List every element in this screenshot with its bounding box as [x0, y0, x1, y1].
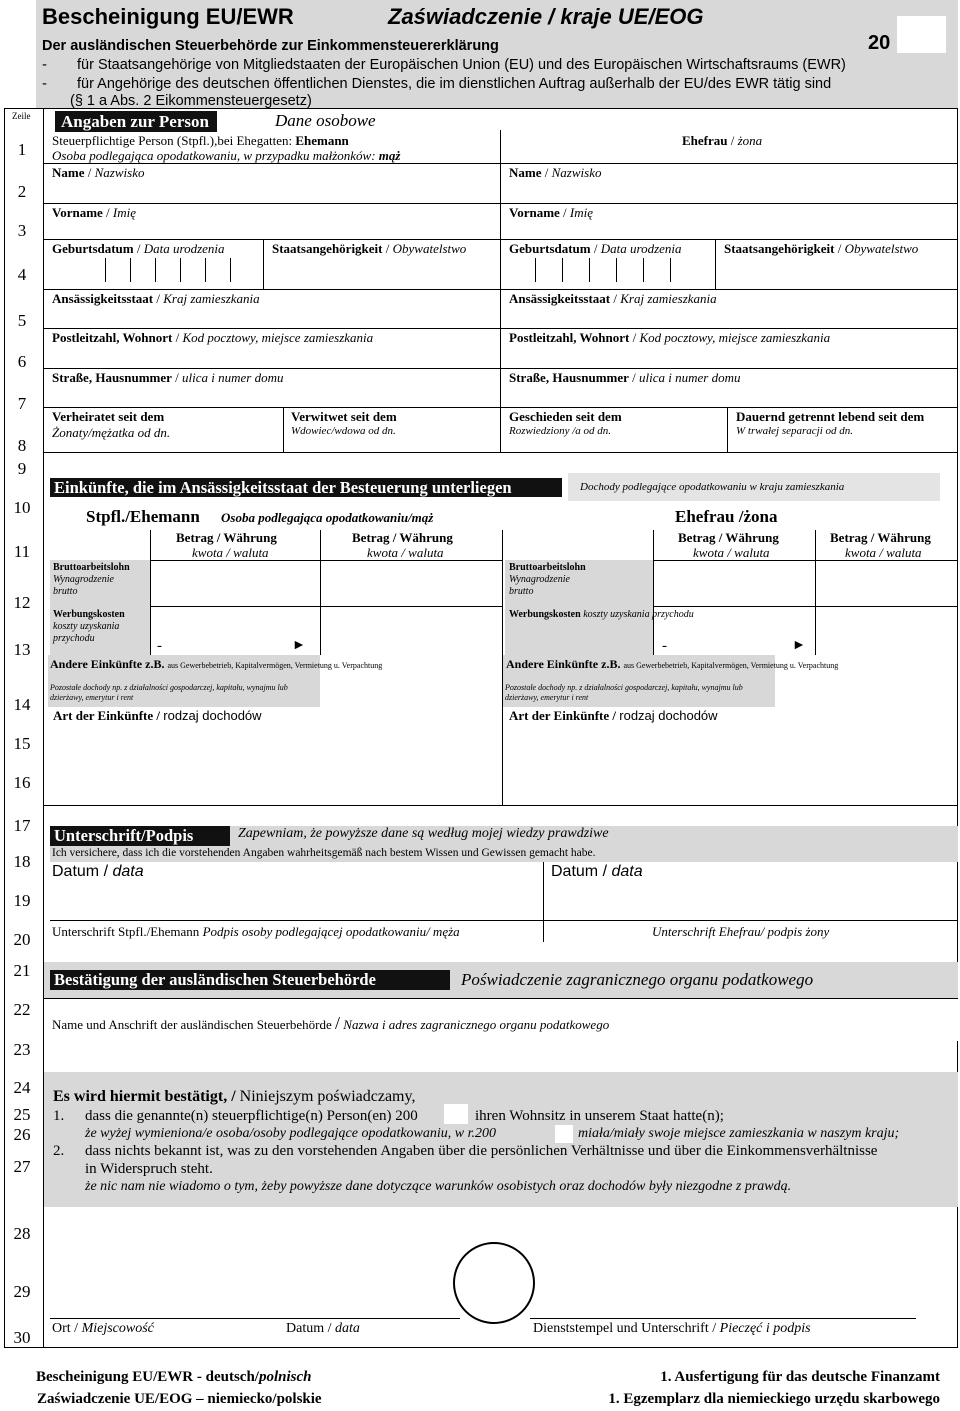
item1-no: 1. — [53, 1108, 65, 1124]
column-divider — [502, 530, 503, 805]
row-line — [44, 163, 958, 164]
row-number: 9 — [17, 459, 27, 478]
sig-stpfl-label: Unterschrift Stpfl./Ehemann Podpis osoby podlegającej opodatkowaniu/ męża — [52, 924, 460, 939]
row-number: 27 — [13, 1157, 31, 1176]
row-number: 7 — [17, 394, 27, 413]
year-field-1[interactable] — [444, 1104, 468, 1124]
getrennt-label-pl: W trwałej separacji od dn. — [736, 425, 854, 437]
signature-divider — [543, 862, 544, 942]
andere-label-wife: Andere Einkünfte z.B. aus Gewerbebetrieb, Kapitalvermögen, Vermietung u. Verpachtung — [506, 657, 839, 671]
year-field-2[interactable] — [555, 1125, 573, 1143]
title-de: Bescheinigung EU/EWR — [42, 4, 294, 29]
row-number: 19 — [13, 891, 31, 910]
row-line — [44, 289, 958, 290]
ansaessig-label-husband: Ansässigkeitsstaat / Kraj zamieszkania — [52, 291, 260, 306]
row-number: 12 — [13, 593, 31, 612]
column-divider — [500, 130, 501, 452]
year-prefix: 20 — [868, 32, 891, 54]
row-number: 15 — [13, 734, 31, 753]
item1-de-b: ihren Wohnsitz in unserem Staat hatte(n); — [475, 1108, 724, 1124]
section-person-title — [55, 111, 217, 132]
taxpayer-label: Steuerpflichtige Person (Stpfl.),bei Ehegatten: Ehemann — [52, 133, 349, 148]
verheiratet-label: Verheiratet seit dem — [52, 409, 165, 424]
geschieden-label: Geschieden seit dem — [509, 409, 622, 424]
geburtsdatum-label-wife: Geburtsdatum / Data urodzenia — [509, 241, 682, 256]
getrennt-label: Dauernd getrennt lebend seit dem — [736, 409, 925, 424]
item1-pl-a: że wyżej wymieniona/e osoba/osoby podlegające opodatkowaniu, w r.200 — [85, 1126, 497, 1141]
row-number: 3 — [17, 221, 27, 240]
arrow-wife: ► — [792, 638, 806, 653]
stamp-circle[interactable] — [453, 1242, 535, 1324]
row-number: 18 — [13, 852, 31, 871]
betrag-header-4: Betrag / Währung — [830, 530, 931, 545]
bullet-2: für Angehörige des deutschen öffentlichen Dienstes, die im dienstlichen Auftrag außerhalb der EU/des EWR tätig sind — [77, 76, 832, 92]
row-line — [44, 368, 958, 369]
geschieden-label-pl: Rozwiedziony /a od dn. — [509, 425, 612, 437]
row-number: 21 — [13, 961, 31, 980]
income-col-line — [320, 530, 321, 655]
datum-authority-label: Datum / data — [286, 1321, 360, 1336]
signature-field-wife[interactable] — [550, 882, 950, 918]
ort-label: Ort / Miejscowość — [52, 1321, 154, 1336]
cell-divider — [283, 407, 284, 452]
section-person-de: Angaben zur Person — [61, 112, 209, 131]
verwitwet-label-pl: Wdowiec/wdowa od dn. — [291, 425, 396, 437]
werb-label-husband: Werbungskosten koszty uzyskania przychodu — [53, 609, 125, 644]
section-authority-pl: Poświadczenie zagranicznego organu podatkowego — [461, 970, 814, 989]
row-number: 10 — [13, 498, 31, 517]
row-number: 11 — [13, 542, 31, 561]
minus-wife: - — [662, 638, 667, 654]
row-number: 20 — [13, 930, 31, 949]
row-number: 2 — [17, 182, 27, 201]
row-number: 29 — [13, 1282, 31, 1301]
section-income-pl: Dochody podlegające opodatkowaniu w kraju zamieszkania — [568, 473, 940, 501]
section-signature-title: Unterschrift/Podpis — [50, 826, 230, 846]
row-number: 22 — [13, 1000, 31, 1019]
section-signature-pl: Zapewniam, że powyższe dane są według mojej wiedzy prawdziwe — [238, 826, 609, 841]
name-label-wife: Name / Nazwisko — [509, 165, 602, 180]
row-number: 5 — [17, 311, 27, 330]
betrag-header-1: Betrag / Währung — [176, 530, 277, 545]
cell-divider — [263, 239, 264, 289]
wife-label: Ehefrau / żona — [682, 133, 763, 148]
ort-line — [50, 1318, 460, 1319]
versichere-text: Ich versichere, dass ich die vorstehenden Angaben wahrheitsgemäß nach bestem Wissen und Gewissen gemacht habe. — [52, 847, 596, 859]
row-number: 4 — [17, 265, 27, 284]
footer-left-1: Bescheinigung EU/EWR - deutsch/polnisch — [36, 1369, 312, 1385]
bullet-2b: (§ 1 a Abs. 2 Eikommensteuergesetz) — [70, 93, 312, 109]
birthdate-field-wife[interactable] — [515, 258, 715, 288]
authority-name-label: Name und Anschrift der ausländischen Steuerbehörde / Nazwa i adres zagranicznego organu podatkowego — [52, 1013, 610, 1033]
item2-no: 2. — [53, 1143, 65, 1159]
plz-label-wife: Postleitzahl, Wohnort / Kod pocztowy, miejsce zamieszkania — [509, 330, 831, 345]
betrag-header-2: Betrag / Währung — [352, 530, 453, 545]
andere-pl-husband: Pozostałe dochody np. z działalności gospodarczej, kapitału, wynajmu lub dzierżawy, emerytur i rent — [50, 683, 288, 702]
row-line — [44, 203, 958, 204]
row-number: 6 — [17, 352, 27, 371]
item2-de: dass nichts bekannt ist, was zu den vorstehenden Angaben über die persönlichen Verhältnisse und über die Einkommensverhältnisse — [85, 1143, 878, 1159]
item2-de2: in Widerspruch steht. — [85, 1161, 213, 1177]
bullet-1: für Staatsangehörige von Mitgliedstaaten der Europäischen Union (EU) und des Europäischen Wirtschaftsraums (EWR) — [77, 57, 846, 73]
row-line — [44, 239, 958, 240]
income-col-line — [150, 530, 151, 655]
row-number: 13 — [13, 640, 31, 659]
income-stpfl-label: Stpfl./Ehemann — [86, 507, 200, 526]
income-row-line — [653, 606, 958, 607]
werb-label-wife: Werbungskosten koszty uzyskania przychodu — [509, 609, 694, 620]
row-number: 28 — [13, 1224, 31, 1243]
footer-right-1: 1. Ausfertigung für das deutsche Finanzamt — [660, 1369, 940, 1385]
betrag-header-1-pl: kwota / waluta — [192, 545, 269, 560]
zeile-label: Zeile — [12, 111, 31, 121]
income-row-line — [150, 606, 502, 607]
section-authority-title: Bestätigung der ausländischen Steuerbehörde — [50, 970, 450, 990]
art-label-wife: Art der Einkünfte / rodzaj dochodów — [509, 708, 718, 723]
row-number: 1 — [17, 140, 27, 159]
brutto-label-husband: Bruttoarbeitslohn Wynagrodzenie brutto — [53, 562, 130, 597]
stempel-line — [530, 1318, 916, 1319]
strasse-label-wife: Straße, Hausnummer / ulica i numer domu — [509, 370, 741, 385]
verwitwet-label: Verwitwet seit dem — [291, 409, 397, 424]
row-line — [44, 328, 958, 329]
andere-pl-wife: Pozostałe dochody np. z działalności gospodarczej, kapitału, wynajmu lub dzierżawy, emerytur i rent — [505, 683, 743, 702]
income-row-line — [150, 560, 502, 561]
row-line — [44, 805, 958, 806]
row-number: 23 — [13, 1040, 31, 1059]
staat-label-wife: Staatsangehörigkeit / Obywatelstwo — [724, 241, 919, 256]
row-number: 17 — [13, 816, 31, 835]
betrag-header-4-pl: kwota / waluta — [845, 545, 922, 560]
year-input[interactable] — [897, 16, 946, 53]
brutto-label-wife: Bruttoarbeitslohn Wynagrodzenie brutto — [509, 562, 586, 597]
row-number: 24 — [13, 1078, 31, 1097]
cell-divider — [727, 407, 728, 452]
row-number: 14 — [13, 695, 31, 714]
signature-field-husband[interactable] — [52, 882, 537, 918]
row-number: 30 — [13, 1328, 31, 1347]
verheiratet-label-pl: Żonaty/mężatka od dn. — [52, 425, 171, 440]
taxpayer-label-pl: Osoba podlegająca opodatkowaniu, w przypadku małżonków: mąż — [52, 148, 401, 163]
income-col-line — [653, 530, 654, 655]
bullet-dash-1: - — [42, 56, 47, 73]
income-col-line — [815, 530, 816, 655]
section-income-title: Einkünfte, die im Ansässigkeitsstaat der Besteuerung unterliegen — [50, 478, 562, 497]
section-person-pl: Dane osobowe — [275, 111, 376, 130]
sig-ehefrau-label: Unterschrift Ehefrau/ podpis żony — [652, 924, 830, 939]
cell-divider — [715, 239, 716, 289]
birthdate-field-husband[interactable] — [60, 258, 260, 288]
arrow-husband: ► — [292, 638, 306, 653]
bullet-dash-2: - — [42, 75, 47, 92]
row-line — [44, 407, 958, 408]
item2-pl: że nic nam nie wiadomo o tym, żeby powyższe dane dotyczące warunków osobistych oraz dochodów były niezgodne z prawdą. — [85, 1179, 792, 1194]
vorname-label-wife: Vorname / Imię — [509, 205, 594, 220]
vorname-label-husband: Vorname / Imię — [52, 205, 137, 220]
staat-label-husband: Staatsangehörigkeit / Obywatelstwo — [272, 241, 467, 256]
subtitle: Der ausländischen Steuerbehörde zur Einkommensteuererklärung — [42, 38, 499, 54]
minus-husband: - — [157, 638, 162, 654]
strasse-label-husband: Straße, Hausnummer / ulica i numer domu — [52, 370, 284, 385]
item1-pl-b: miała/miały swoje miejsce zamieszkania w naszym kraju; — [578, 1126, 900, 1141]
footer-right-2: 1. Egzemplarz dla niemieckiego urzędu skarbowego — [608, 1391, 940, 1407]
plz-label-husband: Postleitzahl, Wohnort / Kod pocztowy, miejsce zamieszkania — [52, 330, 374, 345]
row-number: 25 — [13, 1105, 31, 1124]
footer-left-2: Zaświadczenie UE/EOG – niemiecko/polskie — [37, 1391, 322, 1407]
row-number: 16 — [13, 773, 31, 792]
betrag-header-2-pl: kwota / waluta — [367, 545, 444, 560]
signature-line — [50, 920, 958, 921]
row-number: 8 — [17, 436, 27, 455]
item1-de-a: dass die genannte(n) steuerpflichtige(n) Person(en) 200 — [85, 1108, 418, 1124]
name-label-husband: Name / Nazwisko — [52, 165, 145, 180]
stempel-label: Dienststempel und Unterschrift / Pieczęć i podpis — [533, 1321, 811, 1336]
income-row-line — [653, 560, 958, 561]
datum-wife: Datum / data — [551, 863, 643, 880]
ansaessig-label-wife: Ansässigkeitsstaat / Kraj zamieszkania — [509, 291, 717, 306]
income-ehefrau-label: Ehefrau /żona — [675, 507, 778, 526]
art-label-husband: Art der Einkünfte / rodzaj dochodów — [53, 708, 262, 723]
betrag-header-3: Betrag / Währung — [678, 530, 779, 545]
row-number: 26 — [13, 1125, 31, 1144]
datum-husband: Datum / data — [52, 863, 144, 880]
row-line — [44, 452, 958, 453]
geburtsdatum-label-husband: Geburtsdatum / Data urodzenia — [52, 241, 225, 256]
title-pl: Zaświadczenie / kraje UE/EOG — [388, 4, 704, 29]
confirm-heading: Es wird hiermit bestätigt, / Niniejszym poświadczamy, — [53, 1088, 416, 1105]
income-stpfl-pl: Osoba podlegająca opodatkowaniu/mąż — [221, 510, 434, 525]
betrag-header-3-pl: kwota / waluta — [693, 545, 770, 560]
andere-label-husband: Andere Einkünfte z.B. aus Gewerbebetrieb, Kapitalvermögen, Vermietung u. Verpachtung — [50, 657, 383, 671]
